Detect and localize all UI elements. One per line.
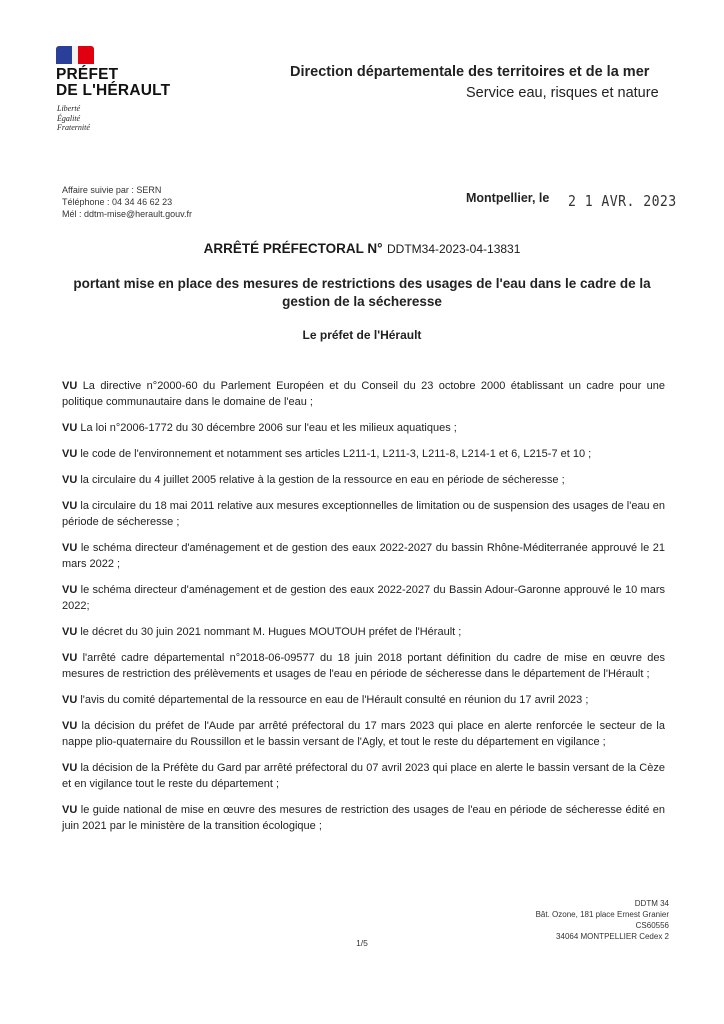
vu-paragraph [62,624,665,640]
logo-title-line1: PRÉFET [56,66,119,83]
footer-address-line: DDTM 34 [634,899,669,908]
contact-mail: Mél : ddtm-mise@herault.gouv.fr [62,209,193,219]
vu-keyword: VU [62,448,78,460]
vu-list [62,378,665,844]
logo-title-line2: DE L'HÉRAULT [56,82,171,99]
prefet-line: Le préfet de l'Hérault [302,328,422,342]
motto-fraternite: Fraternité [57,123,90,132]
vu-keyword: VU [62,652,78,664]
vu-text: le décret du 30 juin 2021 nommant M. Hugues MOUTOUH préfet de l'Hérault ; [80,626,462,638]
vu-paragraph [62,378,665,410]
vu-text: la circulaire du 18 mai 2011 relative aux mesures exceptionnelles de limitation ou de suspension des usages de l'eau en période de sécheresse ; [62,500,665,528]
vu-paragraph [62,446,665,462]
vu-paragraph [62,692,665,708]
contact-affaire: Affaire suivie par : SERN [62,185,162,195]
prefet-logo-title [56,67,170,99]
vu-keyword: VU [62,720,78,732]
vu-text: le schéma directeur d'aménagement et de gestion des eaux 2022-2027 du Bassin Adour-Garonne approuvé le 10 mars 2022; [62,584,666,612]
contact-telephone: Téléphone : 04 34 46 62 23 [62,197,173,207]
vu-keyword: VU [62,422,78,434]
footer-address [440,898,669,942]
vu-paragraph [62,802,665,834]
vu-keyword: VU [62,542,78,554]
republic-motto [57,104,90,133]
vu-keyword: VU [62,626,78,638]
motto-egalite: Égalité [57,113,81,123]
footer-address-line: 34064 MONTPELLIER Cedex 2 [556,932,669,941]
vu-keyword: VU [62,500,78,512]
vu-text: La loi n°2006-1772 du 30 décembre 2006 sur l'eau et les milieux aquatiques ; [80,422,457,434]
vu-paragraph [62,760,665,792]
vu-text: l'avis du comité départemental de la ressource en eau de l'Hérault consulté en réunion du 17 avril 2023 ; [80,694,589,706]
contact-block [62,184,192,220]
vu-keyword: VU [62,804,78,816]
vu-paragraph [62,498,665,530]
marianne-flag-icon [56,46,94,64]
vu-text: le schéma directeur d'aménagement et de gestion des eaux 2022-2027 du bassin Rhône-Méditerranée approuvé le 21 mars 2022 ; [62,542,665,570]
arrete-title: ARRÊTÉ PRÉFECTORAL N° [203,241,383,256]
page-number: 1/5 [356,938,368,948]
vu-text: La directive n°2000-60 du Parlement Européen et du Conseil du 23 octobre 2000 établissant un cadre pour une politique communautaire dans le domaine de l'eau ; [62,380,666,408]
vu-paragraph [62,540,665,572]
arrete-number: DDTM34-2023-04-13831 [386,242,521,256]
vu-paragraph [62,650,665,682]
arrete-subject: portant mise en place des mesures de restrictions des usages de l'eau dans le cadre de la gestion de la sécheresse [73,276,651,309]
service-name: Service eau, risques et nature [466,85,659,101]
date-stamp: 2 1 AVR. 2023 [568,192,677,210]
vu-keyword: VU [62,380,78,392]
footer-address-line: Bât. Ozone, 181 place Ernest Granier [535,910,669,919]
vu-paragraph [62,420,665,436]
vu-paragraph [62,472,665,488]
vu-paragraph [62,718,665,750]
motto-liberte: Liberté [57,104,81,113]
arrete-heading [0,240,724,258]
date-place: Montpellier, le [466,191,550,205]
vu-text: la circulaire du 4 juillet 2005 relative à la gestion de la ressource en eau en période de sécheresse ; [80,474,565,486]
vu-text: le guide national de mise en œuvre des mesures de restriction des usages de l'eau en période de sécheresse édité en juin 2021 par le ministère de la transition écologique ; [62,804,666,832]
vu-text: l'arrêté cadre départemental n°2018-06-09577 du 18 juin 2018 portant définition du cadre de mise en œuvre des mesures de restriction des prélèvements et usages de l'eau en période de sécheresse dans le département de l'Hérault ; [62,652,665,680]
vu-keyword: VU [62,694,78,706]
vu-keyword: VU [62,584,78,596]
vu-paragraph [62,582,665,614]
direction-name: Direction départementale des territoires et de la mer [290,64,650,80]
vu-text: la décision du préfet de l'Aude par arrêté préfectoral du 17 mars 2023 qui place en alerte renforcée le secteur de la nappe plio-quaternaire du Roussillon et le bassin versant de l'Agly, et tout le reste du département en vigilance ; [62,720,665,748]
vu-text: la décision de la Préfète du Gard par arrêté préfectoral du 07 avril 2023 qui place en alerte le bassin versant de la Cèze et en vigilance tout le reste du département ; [62,762,665,790]
footer-address-line: CS60556 [635,921,669,930]
vu-text: le code de l'environnement et notamment ses articles L211-1, L211-3, L211-8, L214-1 et 6, L215-7 et 10 ; [80,448,592,460]
vu-keyword: VU [62,762,78,774]
vu-keyword: VU [62,474,78,486]
